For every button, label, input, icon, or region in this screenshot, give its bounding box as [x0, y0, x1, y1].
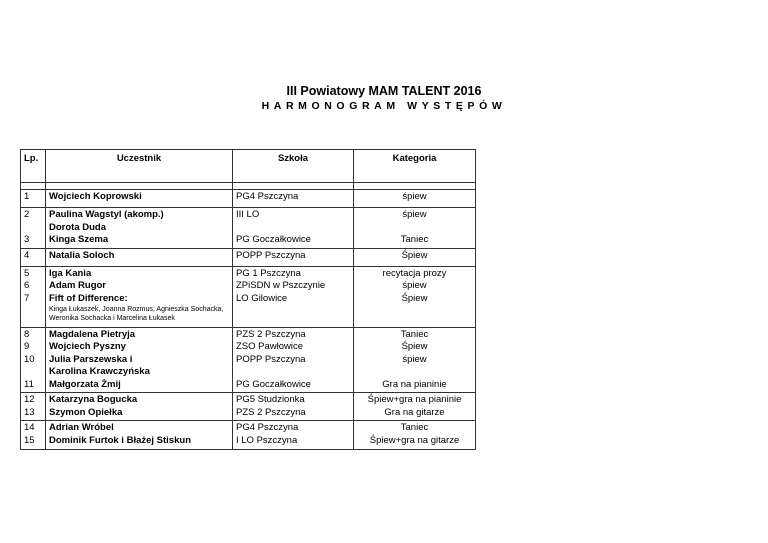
- category-cell-line: recytacja prozy: [382, 267, 447, 279]
- category-cell-line: Taniec: [400, 328, 429, 340]
- table-row: [21, 327, 476, 393]
- school-cell: [233, 327, 354, 393]
- category-cell-line: Taniec: [400, 422, 429, 433]
- participant-cell-line: Iga Kania: [49, 267, 92, 279]
- category-cell-line: Śpiew: [401, 292, 428, 304]
- school-cell-line: ZSO Pawłowice: [236, 341, 304, 352]
- participant-cell: [46, 327, 233, 393]
- category-cell-line: śpiew: [402, 280, 427, 291]
- document-subtitle: HARMONOGRAM WYSTĘPÓW: [261, 100, 507, 112]
- participant-cell-line: Karolina Krawczyńska: [49, 366, 150, 377]
- category-cell: [354, 327, 476, 393]
- participant-cell-line: Dominik Furtok i Błażej Stiskun: [49, 434, 191, 446]
- table-row: [21, 421, 476, 450]
- participant-cell-line: Katarzyna Bogucka: [49, 394, 138, 405]
- lp-cell-line: [24, 222, 42, 235]
- table-row: [21, 208, 476, 249]
- lp-cell-line: 4: [24, 249, 30, 261]
- participant-cell-line: Paulina Wagstyl (akomp.): [49, 209, 164, 220]
- table-header-row: [21, 150, 476, 183]
- category-cell-line: [357, 366, 472, 379]
- school-cell-line: POPP Pszczyna: [236, 249, 306, 261]
- lp-cell-line: 3: [24, 234, 30, 245]
- table-row: [21, 190, 476, 208]
- participant-cell-line: Fift of Difference:: [49, 292, 128, 304]
- lp-cell: [21, 208, 46, 249]
- participant-cell-line: Kinga Szema: [49, 234, 109, 245]
- lp-cell: [21, 327, 46, 393]
- participant-cell-line: Natalia Soloch: [49, 249, 115, 261]
- participant-cell-line: Wojciech Koprowski: [49, 191, 142, 202]
- lp-cell: [21, 248, 46, 266]
- category-cell-line: śpiew: [402, 353, 427, 365]
- school-cell: [233, 266, 354, 327]
- lp-cell-line: 10: [24, 353, 35, 365]
- school-cell-line: PZS 2 Pszczyna: [236, 406, 306, 418]
- school-cell-line: POPP Pszczyna: [236, 353, 306, 365]
- school-cell: [233, 208, 354, 249]
- school-cell: [233, 190, 354, 208]
- category-cell-line: Śpiew: [401, 249, 428, 261]
- lp-cell-line: 11: [24, 378, 34, 390]
- participant-cell-line: Magdalena Pietryja: [49, 328, 136, 340]
- participant-cell: [46, 248, 233, 266]
- lp-cell: [21, 190, 46, 208]
- lp-cell-line: 13: [24, 406, 35, 418]
- table-body: [21, 190, 476, 450]
- category-cell: [354, 248, 476, 266]
- document-title: III Powiatowy MAM TALENT 2016: [286, 84, 482, 98]
- participant-cell: [46, 421, 233, 450]
- participant-cell-line: Wojciech Pyszny: [49, 341, 126, 352]
- school-cell-line: I LO Pszczyna: [236, 434, 298, 446]
- category-cell: [354, 208, 476, 249]
- lp-cell-line: 9: [24, 341, 30, 352]
- category-cell-line: Śpiew+gra na pianinie: [367, 394, 462, 405]
- header-spacer-row: [21, 183, 476, 190]
- table-row: [21, 393, 476, 421]
- category-cell-line: Gra na pianinie: [382, 378, 447, 390]
- lp-cell: [21, 393, 46, 421]
- participant-cell-line: Dorota Duda: [49, 221, 106, 233]
- school-cell-line: [236, 366, 350, 379]
- lp-cell-line: 14: [24, 422, 35, 433]
- participant-cell: [46, 190, 233, 208]
- header-category: Kategoria: [354, 150, 476, 183]
- school-cell-line: PG Goczałkowice: [236, 234, 311, 245]
- group-members-note: Kinga Łukaszek, Joanna Rozmus, Agnieszka Sochacka, Weronika Sochacka i Marcelina Łukasek: [49, 306, 224, 322]
- category-cell-line: Śpiew+gra na gitarze: [369, 434, 460, 446]
- lp-cell-line: 8: [24, 328, 30, 340]
- school-cell-line: PG Goczałkowice: [236, 378, 311, 390]
- participant-cell-line: Adrian Wróbel: [49, 422, 114, 433]
- header-school: Szkoła: [233, 150, 354, 183]
- school-cell-line: PG5 Studzionka: [236, 394, 305, 405]
- participant-cell-line: Julia Parszewska i: [49, 353, 133, 365]
- category-cell: [354, 190, 476, 208]
- school-cell-line: III LO: [236, 209, 260, 220]
- participant-cell-line: Małgorzata Żmij: [49, 378, 121, 390]
- category-cell: [354, 393, 476, 421]
- category-cell-line: śpiew: [402, 209, 427, 220]
- lp-cell-line: 2: [24, 209, 30, 220]
- category-cell-line: Śpiew: [401, 341, 428, 352]
- lp-cell: [21, 421, 46, 450]
- school-cell-line: PZS 2 Pszczyna: [236, 328, 306, 340]
- header-lp: Lp.: [21, 150, 46, 183]
- lp-cell-line: 1: [24, 191, 30, 202]
- school-cell-line: PG4 Pszczyna: [236, 191, 299, 202]
- participant-cell: [46, 266, 233, 327]
- participant-cell-line: Szymon Opiełka: [49, 406, 123, 418]
- school-cell-line: PG4 Pszczyna: [236, 422, 299, 433]
- school-cell: [233, 248, 354, 266]
- school-cell-line: [236, 222, 350, 235]
- school-cell: [233, 421, 354, 450]
- category-cell-line: Taniec: [400, 234, 429, 245]
- lp-cell-line: [24, 366, 42, 379]
- category-cell: [354, 421, 476, 450]
- participant-cell: [46, 208, 233, 249]
- table-row: [21, 248, 476, 266]
- category-cell-line: śpiew: [402, 191, 427, 202]
- table-row: [21, 266, 476, 327]
- category-cell: [354, 266, 476, 327]
- lp-cell-line: 7: [24, 292, 30, 304]
- lp-cell-line: 5: [24, 267, 30, 279]
- schedule-table: [20, 149, 476, 450]
- school-cell-line: ZPiSDN w Pszczynie: [236, 280, 326, 291]
- category-cell-line: Gra na gitarze: [384, 406, 445, 418]
- lp-cell: [21, 266, 46, 327]
- header-participant: Uczestnik: [46, 150, 233, 183]
- school-cell: [233, 393, 354, 421]
- lp-cell-line: 15: [24, 434, 35, 446]
- lp-cell-line: 12: [24, 394, 35, 405]
- lp-cell-line: 6: [24, 280, 30, 291]
- category-cell-line: [357, 222, 472, 235]
- school-cell-line: PG 1 Pszczyna: [236, 267, 301, 279]
- participant-cell: [46, 393, 233, 421]
- participant-cell-line: Adam Rugor: [49, 280, 106, 291]
- school-cell-line: LO Gilowice: [236, 292, 288, 304]
